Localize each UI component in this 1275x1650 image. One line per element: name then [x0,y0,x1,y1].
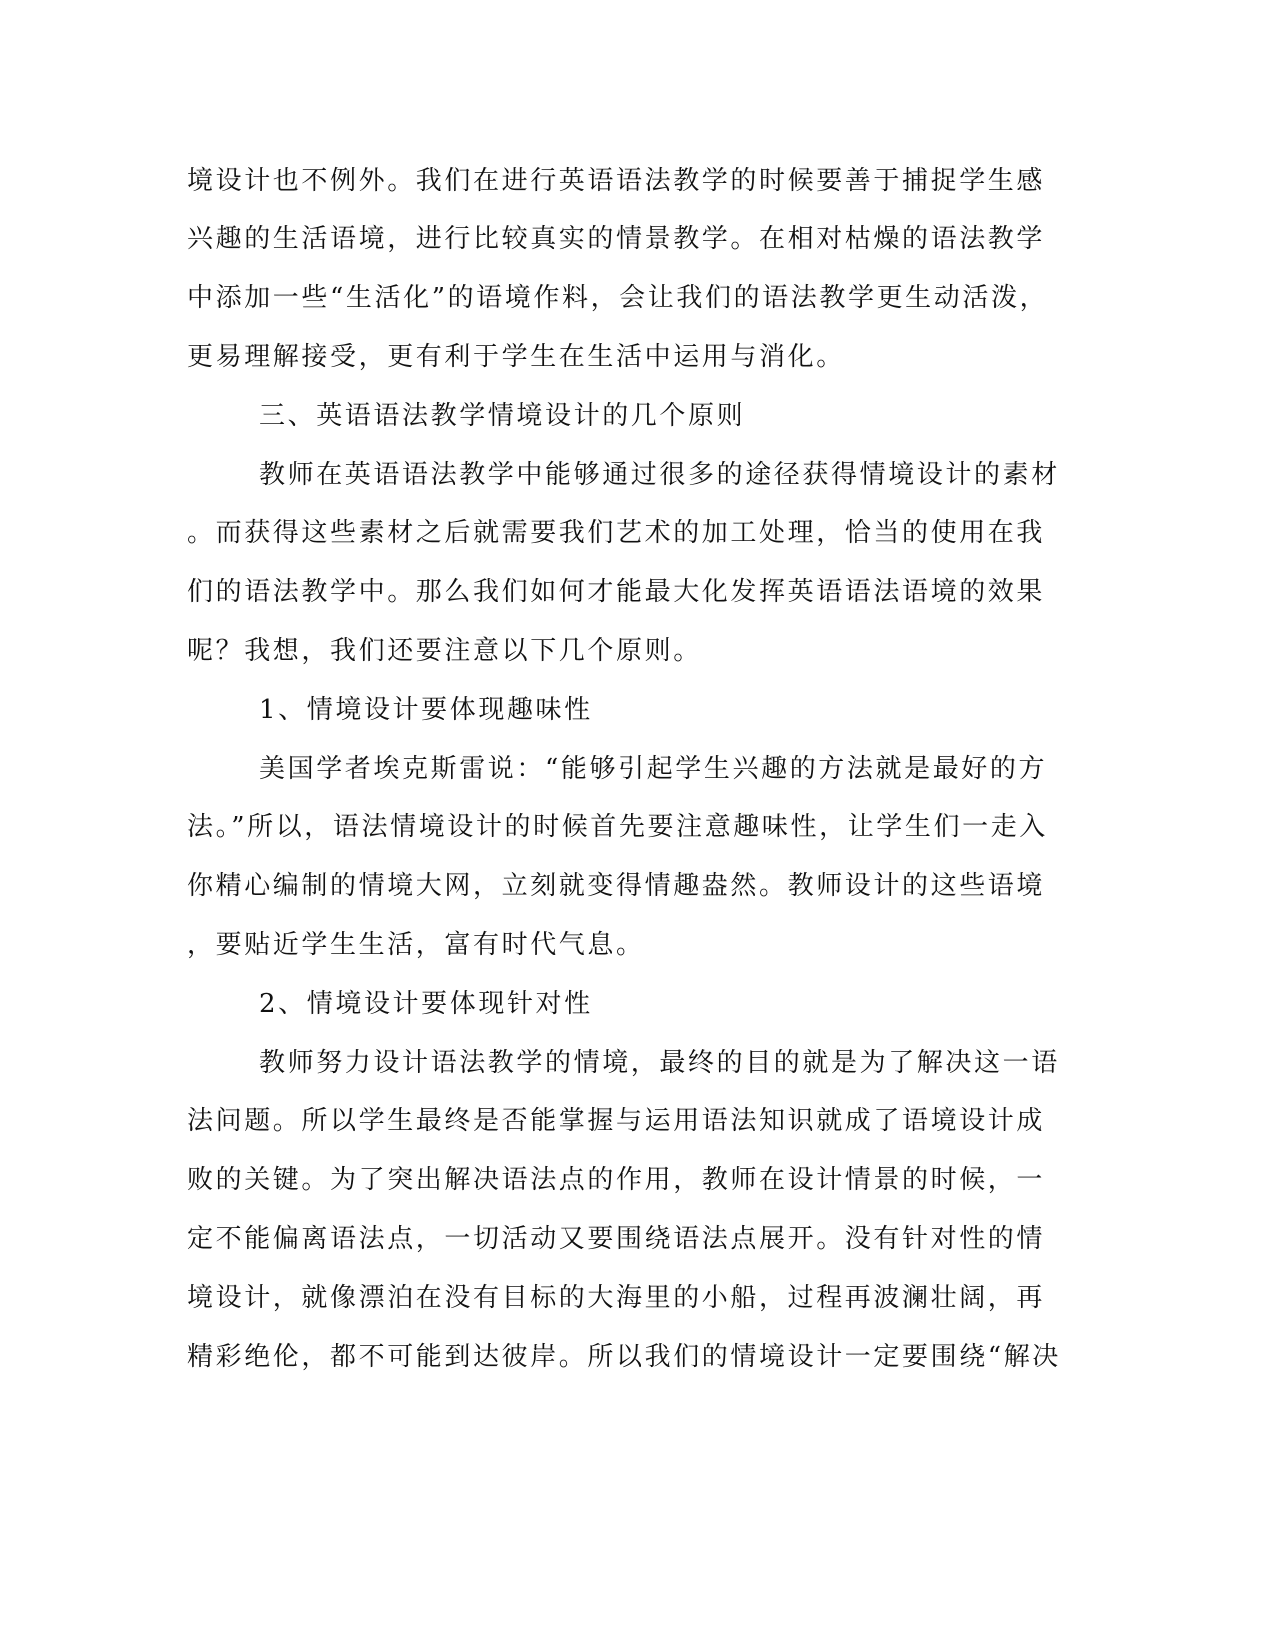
text-line-18: 败的关键。为了突出解决语法点的作用，教师在设计情景的时候，一 [187,1165,1046,1195]
text-line-19: 定不能偏离语法点，一切活动又要围绕语法点展开。没有针对性的情 [187,1224,1046,1254]
text-line-21: 精彩绝伦，都不可能到达彼岸。所以我们的情境设计一定要围绕“解决 [187,1342,1061,1372]
text-line-20: 境设计，就像漂泊在没有目标的大海里的小船，过程再波澜壮阔，再 [187,1283,1046,1313]
subheading-targeted: 2、情境设计要体现针对性 [259,989,593,1019]
text-line-13: 你精心编制的情境大网，立刻就变得情趣盎然。教师设计的这些语境 [187,871,1046,901]
text-line-14: ，要贴近学生生活，富有时代气息。 [187,930,645,960]
text-line-16: 教师努力设计语法教学的情境，最终的目的就是为了解决这一语 [259,1048,1060,1078]
section-heading-principles: 三、英语语法教学情境设计的几个原则 [259,401,746,431]
text-line-17: 法问题。所以学生最终是否能掌握与运用语法知识就成了语境设计成 [187,1106,1046,1136]
text-line-4: 更易理解接受，更有利于学生在生活中运用与消化。 [187,342,845,372]
text-line-1: 境设计也不例外。我们在进行英语语法教学的时候要善于捕捉学生感 [187,166,1046,196]
text-line-8: 们的语法教学中。那么我们如何才能最大化发挥英语语法语境的效果 [187,577,1046,607]
subheading-interest: 1、情境设计要体现趣味性 [259,695,593,725]
text-line-11: 美国学者埃克斯雷说：“能够引起学生兴趣的方法就是最好的方 [259,754,1048,784]
text-line-12: 法。”所以，语法情境设计的时候首先要注意趣味性，让学生们一走入 [187,812,1048,842]
text-line-2: 兴趣的生活语境，进行比较真实的情景教学。在相对枯燥的语法教学 [187,224,1046,254]
text-line-9: 呢？我想，我们还要注意以下几个原则。 [187,636,702,666]
text-line-3: 中添加一些“生活化”的语境作料，会让我们的语法教学更生动活泼， [187,283,1049,313]
text-line-6: 教师在英语语法教学中能够通过很多的途径获得情境设计的素材 [259,460,1060,490]
text-line-7: 。而获得这些素材之后就需要我们艺术的加工处理，恰当的使用在我 [187,518,1046,548]
